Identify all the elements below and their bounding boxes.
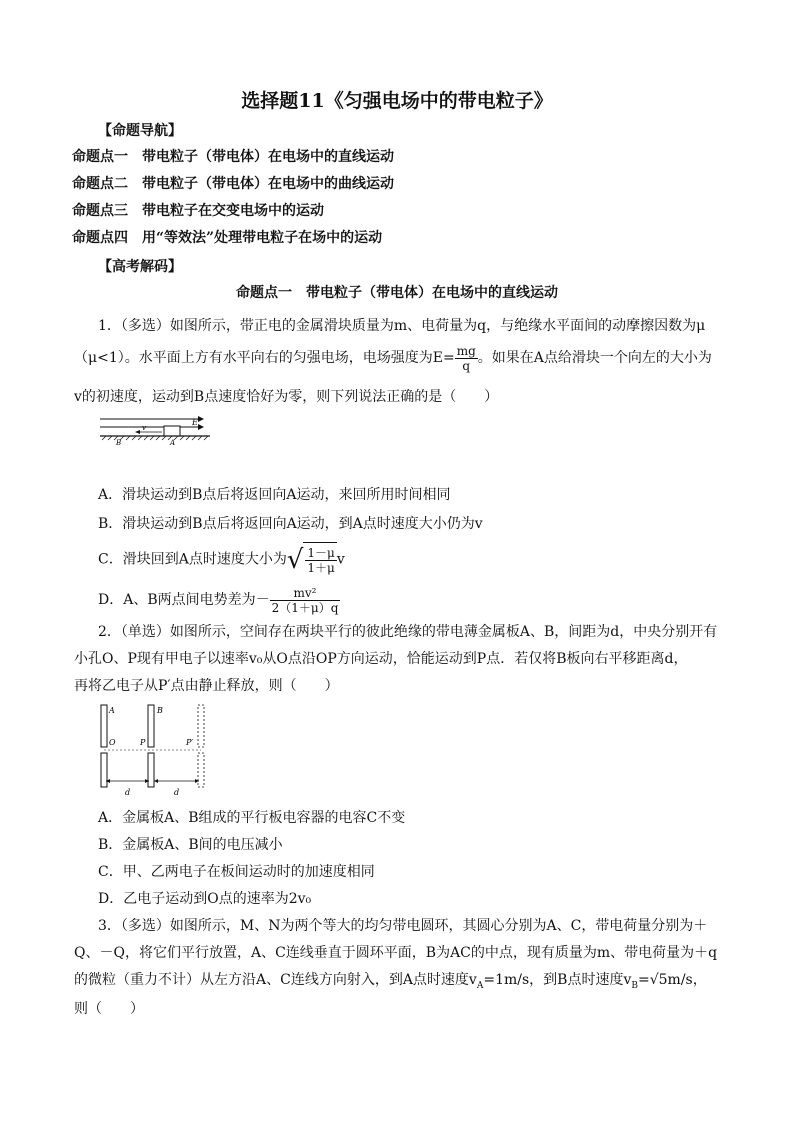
q1-option-b: B．滑块运动到B点后将返回向A运动，到A点时速度大小仍为v [98,516,483,532]
q1-line2a: （μ<1）。水平面上方有水平向右的匀强电场，电场强度为E= [74,350,455,366]
plate-a-bottom [101,753,107,787]
q2-option-c: C．甲、乙两电子在板间运动时的加速度相同 [98,864,375,880]
fig-label-d1: d [125,788,131,797]
nav-item-2: 命题点二 带电粒子（带电体）在电场中的曲线运动 [72,176,394,192]
q1-frac-den: q [462,358,471,373]
nav-heading: 【命题导航】 [98,123,182,139]
q1-option-d [98,584,340,616]
q2-option-a: A．金属板A、B组成的平行板电容器的电容C不变 [98,810,406,826]
q2-figure [98,703,208,797]
q1-figure [98,412,214,446]
q1-option-a: A．滑块运动到B点后将返回向A运动，来回所用时间相同 [98,487,451,503]
fig-label-O: O [109,738,116,747]
fig-label-P: P [140,738,146,747]
nav-item-1: 命题点一 带电粒子（带电体）在电场中的直线运动 [72,149,394,165]
plate-a-top [101,705,107,747]
nav-item-3: 命题点三 带电粒子在交变电场中的运动 [72,203,324,219]
plate-b-top [148,705,154,747]
q1-option-c [98,542,345,577]
q3-line3b: =1m/s，到B点时速度v [483,972,632,988]
q1-option-d-den: 2（1＋μ）q [271,600,339,615]
q3-line3a: 的微粒（重力不计）从左方沿A、C连线方向射入，到A点时速度v [74,972,477,988]
q3-sub-a: A [476,980,484,991]
q3-line2: Q、－Q，将它们平行放置，A、C连线垂直于圆环平面，B为AC的中点，现有质量为m、带电荷量为＋q [74,945,718,961]
q3-line4: 则（ ） [74,1001,144,1017]
fig-label-B: B [116,439,122,446]
q1-line1: 1．（多选）如图所示，带正电的金属滑块质量为m、电荷量为q，与绝缘水平面间的动摩擦因数为μ [98,318,706,334]
fig-label-v: v [142,424,146,432]
plate-b-moved-bottom [198,753,204,787]
q1-option-c-den: 1＋μ [307,560,335,575]
q1-option-c-sqrt: √ $\frac{1-\mu}{1+\mu}$ [287,542,337,577]
q1-line2 [74,343,712,373]
q1-fraction [455,344,478,373]
section-title: 命题点一 带电粒子（带电体）在电场中的直线运动 [236,285,558,301]
fig-label-A: A [109,706,115,715]
fig-label-P-prime: P′ [186,738,194,747]
q1-option-d-frac [270,586,341,615]
q3-sub-b: B [631,980,638,991]
q2-option-d: D．乙电子运动到O点的速率为2v₀ [98,891,312,907]
q1-frac-num: mg [456,343,476,358]
fig-label-d2: d [174,788,180,797]
velocity-arrow-head [135,430,140,434]
q1-option-d-num: mv² [270,586,341,601]
q1-option-d-text: D．A、B两点间电势差为－ [98,592,270,608]
slider-block [164,426,180,436]
q2-line1: 2．（单选）如图所示，空间存在两块平行的彼此绝缘的带电薄金属板A、B，间距为d，中央分别开有 [98,624,718,640]
decode-heading: 【高考解码】 [98,259,182,275]
q1-option-c-tail: v [336,551,345,568]
q1-option-c-text: C．滑块回到A点时速度大小为 [98,551,287,568]
q2-option-b: B．金属板A、B间的电压减小 [98,837,283,853]
q1-line3: v的初速度，运动到B点速度恰好为零，则下列说法正确的是（ ） [74,389,499,405]
field-arrow-1 [198,416,204,422]
field-arrow-2 [198,424,204,430]
q1-option-c-num: 1－μ [307,545,335,560]
q2-line3: 再将乙电子从P′点由静止释放，则（ ） [74,678,339,694]
page-title: 选择题11《匀强电场中的带电粒子》 [241,90,553,112]
fig-label-E: E [192,418,198,427]
plate-b-moved-top [198,705,204,747]
fig-label-A: A [170,439,176,446]
nav-item-4: 命题点四 用“等效法”处理带电粒子在场中的运动 [72,230,383,246]
q3-line3 [74,969,707,991]
q1-line2b: 。如果在A点给滑块一个向左的大小为 [477,350,712,366]
q2-line2: 小孔O、P现有甲电子以速率v₀从O点沿OP方向运动，恰能运动到P点．若仅将B板向右平移距离d， [74,651,688,667]
q3-line3c: =√5m/s， [637,972,707,988]
q3-line1: 3．（多选）如图所示，M、N为两个等大的均匀带电圆环，其圆心分别为A、C，带电荷量分别为＋ [98,918,708,934]
fig-label-B: B [157,706,163,715]
plate-b-bottom [148,753,154,787]
